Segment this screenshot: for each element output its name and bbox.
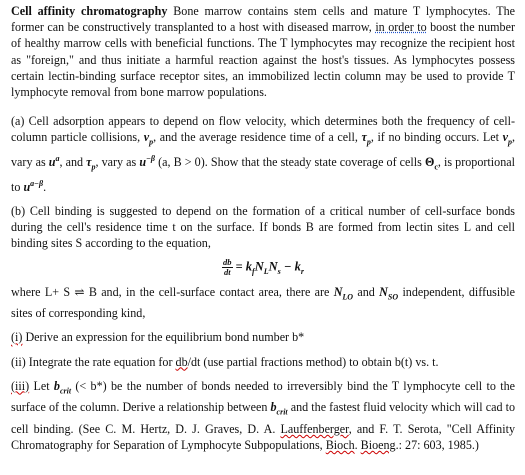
vp-symbol: $v_p$ <box>143 130 154 147</box>
tau-symbol: $\tau_p$ <box>86 155 96 172</box>
part-a-text: , and the average residence time of a cell, <box>153 130 362 145</box>
part-a-text: (a) Cell adsorption appears to depend on flow velocity, which determines both the frequency of cell-column particle collisions, <box>11 114 515 145</box>
u-b-symbol: $u^{-\beta}$ <box>139 154 156 170</box>
part-a-text: (a, B > 0). Show that the steady state coverage of cells <box>155 155 425 170</box>
derivative-fraction: $\frac{db}{dt}$ <box>223 256 232 277</box>
intro-paragraph <box>11 3 515 100</box>
rate-equation: $\frac{db}{dt}$ = $k_fN_LN_s - k_r$ <box>223 256 304 277</box>
item-ii: (ii) Integrate the rate equation for db/dt (use partial fractions method) to obtain b(t) vs. t. <box>11 354 439 369</box>
item-iii: (iii) Let $b_{crit}$ (< b*) be the number of bonds needed to irreversibly bind the T lymphocyte cell to the surface of the column. Derive a relationship between $b_{crit}$ and the fastest fluid velocity which will cad to cell binding. (See C. M. Hertz, D. J. Graves, D. A. Lauffenberger, and F. T. Serota, "Cell Affinity Chromatography for Separation of Lymphocyte Subpopulations, Bioch. Bioeng.: 27: 603, 1985.) <box>11 378 516 453</box>
part-a-text: , is proportional to <box>11 155 515 194</box>
item-i: (i) Derive an expression for the equilibrium bond number b* <box>11 330 305 345</box>
bcrit-symbol: $b_{crit}$ <box>53 378 72 396</box>
part-a-text: , if no binding occurs. Let <box>370 130 503 145</box>
after-equation-paragraph: where L+ S ⇌ B and, in the cell-surface contact area, there are $N_{LO}$ and $N_{SO}$ independent, diffusible sites of corresponding kind, <box>11 284 516 321</box>
vp-symbol: $v_p$ <box>502 130 512 147</box>
part-b-paragraph: (b) Cell binding is suggested to depend on the formation of a critical number of cell-surface bonds during the cell's residence time t on the surface. If bonds B are formed from lectin sites L and cell binding sites S according to the equation, <box>11 203 515 251</box>
part-a-text: , vary as <box>11 130 515 170</box>
section-title: Cell affinity chromatography <box>11 4 168 18</box>
intro-text-1: Bone marrow contains stem cells and mature T lymphocytes. The former can be constructively transplanted to a host with diseased marrow, <box>11 4 516 35</box>
part-a-paragraph <box>11 113 515 195</box>
u-ab-symbol: $u^{a-\beta}$ <box>23 178 44 194</box>
intro-text-link: in order to <box>375 20 427 35</box>
theta-symbol: $\Theta_c$ <box>424 155 438 172</box>
tau-symbol: $\tau_p$ <box>361 130 371 147</box>
part-a-text: , and <box>59 155 87 170</box>
nlo-symbol: $N_{LO}$ <box>333 284 354 301</box>
part-a-text: . <box>43 179 47 194</box>
part-a-text: , vary as <box>95 155 140 170</box>
bcrit-symbol: $b_{crit}$ <box>270 400 288 417</box>
intro-text-3: boost the number of healthy marrow cells with beneficial functions. The T lymphocytes may recognize the recipient host as "foreign," and thus initiate a harmful reaction against the host's tissues. As lymphocytes possess certain lectin-binding surface receptor sites, an immobilized lectin column may be used to provide T lymphocyte removal from bone marrow populations. <box>11 20 516 100</box>
u-a-symbol: $u^a$ <box>48 154 60 170</box>
nso-symbol: $N_{SO}$ <box>379 284 399 301</box>
